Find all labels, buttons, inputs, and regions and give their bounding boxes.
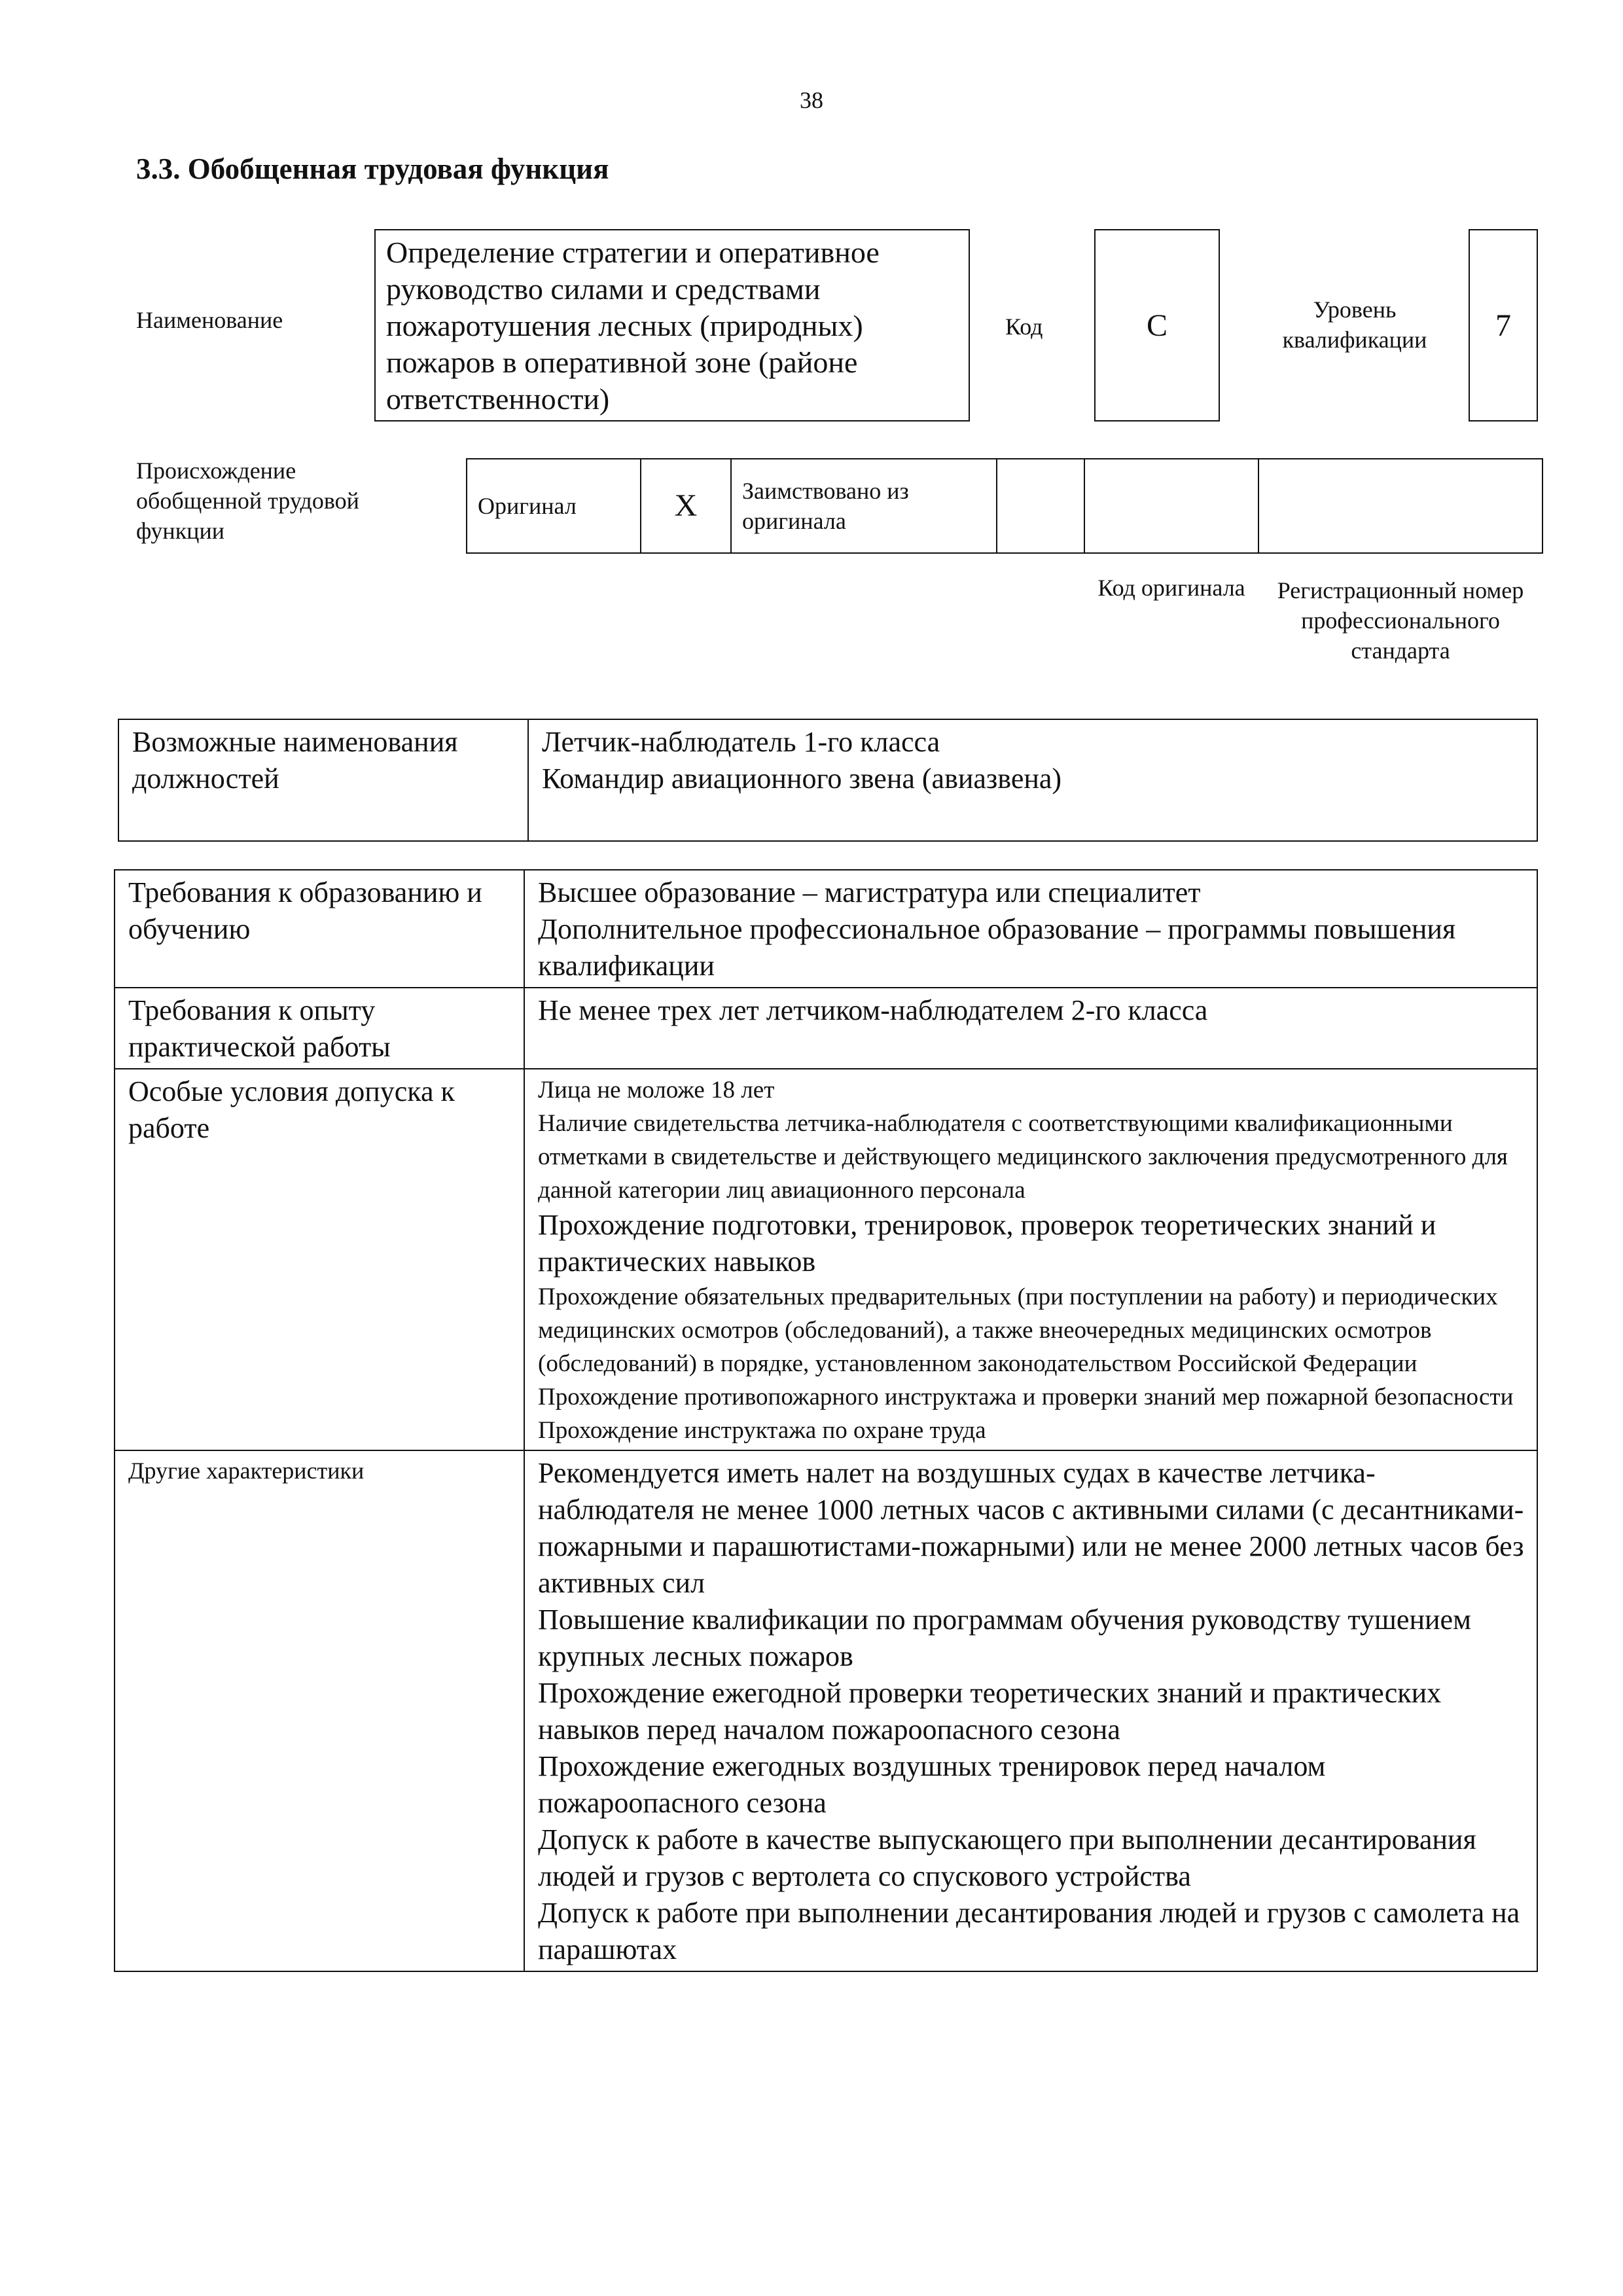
experience-row xyxy=(115,988,1537,1069)
positions-table xyxy=(118,719,1538,842)
other-row xyxy=(115,1450,1537,1971)
condition-item: Прохождение подготовки, тренировок, проверок теоретических знаний и практических навыков xyxy=(538,1209,1436,1278)
experience-label: Требования к опыту практической работы xyxy=(115,988,524,1069)
education-values xyxy=(524,870,1537,988)
original-mark-cell: X xyxy=(641,459,731,553)
other-item: Прохождение ежегодной проверки теоретических знаний и практических навыков перед началом пожароопасного сезона xyxy=(538,1677,1442,1746)
registration-number-cell xyxy=(1258,459,1543,553)
position-item: Командир авиационного звена (авиазвена) xyxy=(542,762,1062,795)
conditions-label: Особые условия допуска к работе xyxy=(115,1069,524,1450)
original-code-caption: Код оригинала xyxy=(1097,575,1245,601)
condition-item: Наличие свидетельства летчика-наблюдателя с соответствующими квалификационными отметками в свидетельстве и действующего медицинского заключения предусмотренного для данной категории лиц авиационного персонала xyxy=(538,1110,1508,1204)
original-code-cell xyxy=(1084,459,1258,553)
section-title: 3.3. Обобщенная трудовая функция xyxy=(136,152,609,185)
other-values xyxy=(524,1450,1537,1971)
position-item: Летчик-наблюдатель 1-го класса xyxy=(542,726,940,758)
other-item: Прохождение ежегодных воздушных тренировок перед началом пожароопасного сезона xyxy=(538,1750,1326,1819)
condition-item: Лица не моложе 18 лет xyxy=(538,1077,775,1103)
original-cell: Оригинал xyxy=(467,459,641,553)
origin-table xyxy=(466,458,1543,554)
education-label: Требования к образованию и обучению xyxy=(115,870,524,988)
condition-item: Прохождение противопожарного инструктажа и проверки знаний мер пожарной безопасности xyxy=(538,1384,1514,1410)
other-item: Допуск к работе в качестве выпускающего при выполнении десантирования людей и грузов с вертолета со спускового устройства xyxy=(538,1823,1476,1892)
borrowed-mark-cell xyxy=(997,459,1084,553)
borrowed-cell: Заимствовано из оригинала xyxy=(731,459,997,553)
other-label: Другие характеристики xyxy=(115,1450,524,1971)
education-item: Высшее образование – магистратура или специалитет xyxy=(538,876,1201,908)
other-item: Допуск к работе при выполнении десантирования людей и грузов с самолета на парашютах xyxy=(538,1897,1520,1965)
function-code-box: C xyxy=(1094,229,1220,422)
code-label: Код xyxy=(1005,314,1043,340)
name-label: Наименование xyxy=(136,307,283,333)
origin-label: Происхождение обобщенной трудовой функции xyxy=(136,457,359,544)
education-item: Дополнительное профессиональное образование – программы повышения квалификации xyxy=(538,913,1456,982)
qualification-level-label: Уровень квалификации xyxy=(1282,296,1427,353)
page-number: 38 xyxy=(800,87,823,113)
function-name-box: Определение стратегии и оперативное руководство силами и средствами пожаротушения лесных (природных) пожаров в оперативной зоне (районе ответственности) xyxy=(374,229,970,422)
conditions-values xyxy=(524,1069,1537,1450)
positions-label: Возможные наименования должностей xyxy=(118,719,528,841)
experience-values xyxy=(524,988,1537,1069)
requirements-table xyxy=(114,869,1538,1972)
condition-item: Прохождение обязательных предварительных (при поступлении на работу) и периодических медицинских осмотров (обследований), а также внеочередных медицинских осмотров (обследований) в порядке, установленном законодательством Российской Федерации xyxy=(538,1283,1498,1377)
other-item: Повышение квалификации по программам обучения руководству тушением крупных лесных пожаров xyxy=(538,1604,1471,1672)
registration-number-caption: Регистрационный номер профессионального стандарта xyxy=(1277,577,1524,664)
conditions-row xyxy=(115,1069,1537,1450)
condition-item: Прохождение инструктажа по охране труда xyxy=(538,1417,986,1444)
positions-values xyxy=(528,719,1537,841)
education-row xyxy=(115,870,1537,988)
experience-item: Не менее трех лет летчиком-наблюдателем 2-го класса xyxy=(538,994,1208,1026)
qualification-level-box: 7 xyxy=(1469,229,1538,422)
other-item: Рекомендуется иметь налет на воздушных судах в качестве летчика-наблюдателя не менее 1000 летных часов с активными силами (с десантниками-пожарными и парашютистами-пожарными) или не менее 2000 летных часов без активных сил xyxy=(538,1457,1524,1599)
